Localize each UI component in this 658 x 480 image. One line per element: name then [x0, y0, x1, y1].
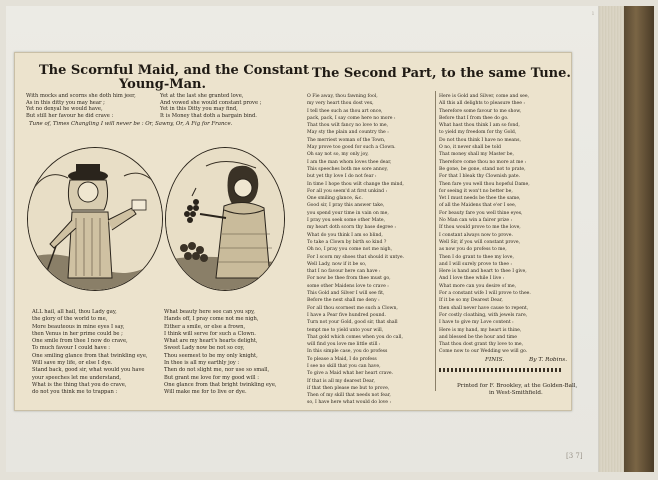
- verses-left-a: ALL hail, all hail, thou Lady gay, the glory of the world to me, More beauteous in mine eyes I say, then Venus in her prime could be ; One smile from thee I now do crave, To much favour I could have : One smiling glance from that twinkling eye, Will save my life, or else I dye. Stand back, good sir, what would you have your speeches let me understand, What is the thing that you do crave, do not you think me to trappan :: [32, 309, 148, 396]
- broadside-sheet: [14, 52, 578, 411]
- author-credit: By T. Robins.: [529, 357, 568, 363]
- verses-right: Here is Gold and Silver, come and see, All this all delights to pleasure thee : Therefore some favour to me show, Before that I from thee do go. What hast thou think I am so fond, to yield my freedom for thy Gold, Do not thou think I have no means, O no, it never shall be told That money shall my Master be, Therefore come thou no more at me : Be gone, be gone, stand not to prate, For that I bleak thy Clownish pate. Then fare you well thou hopeful Dame, for seeing it won't no better be, Yet I must needs be thee the same, of all the Maidens that e'er I see, For beauty fare you well thine eyes, No Man can win a fairer prize : If thou would prove to me the love, I constant always now to prove. Well Sir, if you will constant prove, as now you do profess to me, Then I do grant to thee my love, and I will surely prove to thee : Here is hand and heart to thee I give, And I love thee while I live : What more can you desire of me, For a constant wife I will prove to thee. If it be so my Dearest Dear, then shall never have cause to repent, For costly cloathing, with jewels rare, I have to give my Love content : Here is my hand, my heart is thine, and blessed be the hour and time That thou dost grant thy love to me, Come now to our Wedding we will go.: [439, 94, 531, 355]
- woodcut-man: [27, 147, 163, 291]
- book-spine: [624, 6, 654, 472]
- tune-line: Tune of, Times Changling I will never be : Or, Sawny, Or, A Fig for France.: [29, 121, 233, 127]
- corner-mark: ı: [592, 10, 594, 17]
- intro-right: Yet at the last she granted love, And vowed she would constant prove ; Yet in this Ditty you may find, It is Money that doth a bargain bind.: [160, 93, 262, 119]
- woodcut-woman-illustration: [166, 148, 284, 290]
- finis-label: FINIS.: [485, 357, 505, 363]
- woodcut-man-illustration: [28, 148, 162, 290]
- woodcut-woman: [165, 147, 285, 291]
- column-divider: [435, 91, 436, 391]
- verses-middle: O Fie away, thou fawning fool, my very heart thou dost vex, I tell thee such as thou art once, pack, pack, I say come here no more : That thou wilt fancy no love to me, May sty the plain and country the : The merriest woman of the Town, May prove too good for such a Clown. Oh say not so, my only joy, I am the man whom loves thee dear, This speeches both me sore annoy, but yet thy love I do not fear : In time I hope thou wilt change the mind, For all you seem'd at first unkind : One smiling glance, &c. Good sir, I pray this answer take, you spend your time in vain on me, I pray you seek some other Mate, my heart doth scorn thy base degree : What do you think I am so blind, To take a Clown by birth so kind ? Oh no, I pray you come not me nigh, For I scorn my shoes that should it untye. Well Lady, now if it be so, that I no favour here can have : For now be thee from thee must go, some other Maidens love to crave : This Gold and Silver I will see fit, Before the next shall me deny : For all thou scornest me such a Clown, I have a Pear five hundred pound. Turn not your Gold, good sir, that shall tempt me to yield unto your will, That gold which comes when you do call, will find you love me little still : In this simple case, you do profess To please a Maid, I do profess I see no skill that you can have, To give a Maid what her heart crave. If that is all my dearest Dear, if that then please me but to prove, Then of my skill that needs not fear, so, I have here what would do love :: [307, 94, 405, 406]
- page-number: [3 7]: [566, 452, 583, 460]
- imprint: Printed for F. Brookley, at the Golden-Ball, in West-Smithfield.: [457, 383, 578, 396]
- verses-left-b: What beauty here see can you spy, Hands off, I pray come not me nigh, Either a smile, or else a frown, I think will serve for such a Clown. What are my heart's hearts delight, Sweet Lady now be not so coy, Thou seemest to be my only knight, In thee is all my earthly joy : Then do not slight me, nor use so small, But grant me love for my good will : One glance from that bright twinkling eye, Will make me for to live or dye.: [164, 309, 277, 396]
- part2-title: The Second Part, to the same Tune.: [312, 66, 571, 81]
- part1-title: The Scornful Maid, and the Constant: [39, 63, 310, 78]
- part1-title-line2: Young-Man.: [119, 77, 207, 92]
- ornament-rule: [439, 368, 563, 372]
- intro-left: With mocks and scorns she doth him jeer, As in this ditty you may hear ; Yet no denyal he would have, But still her favour he did crave :: [26, 93, 136, 119]
